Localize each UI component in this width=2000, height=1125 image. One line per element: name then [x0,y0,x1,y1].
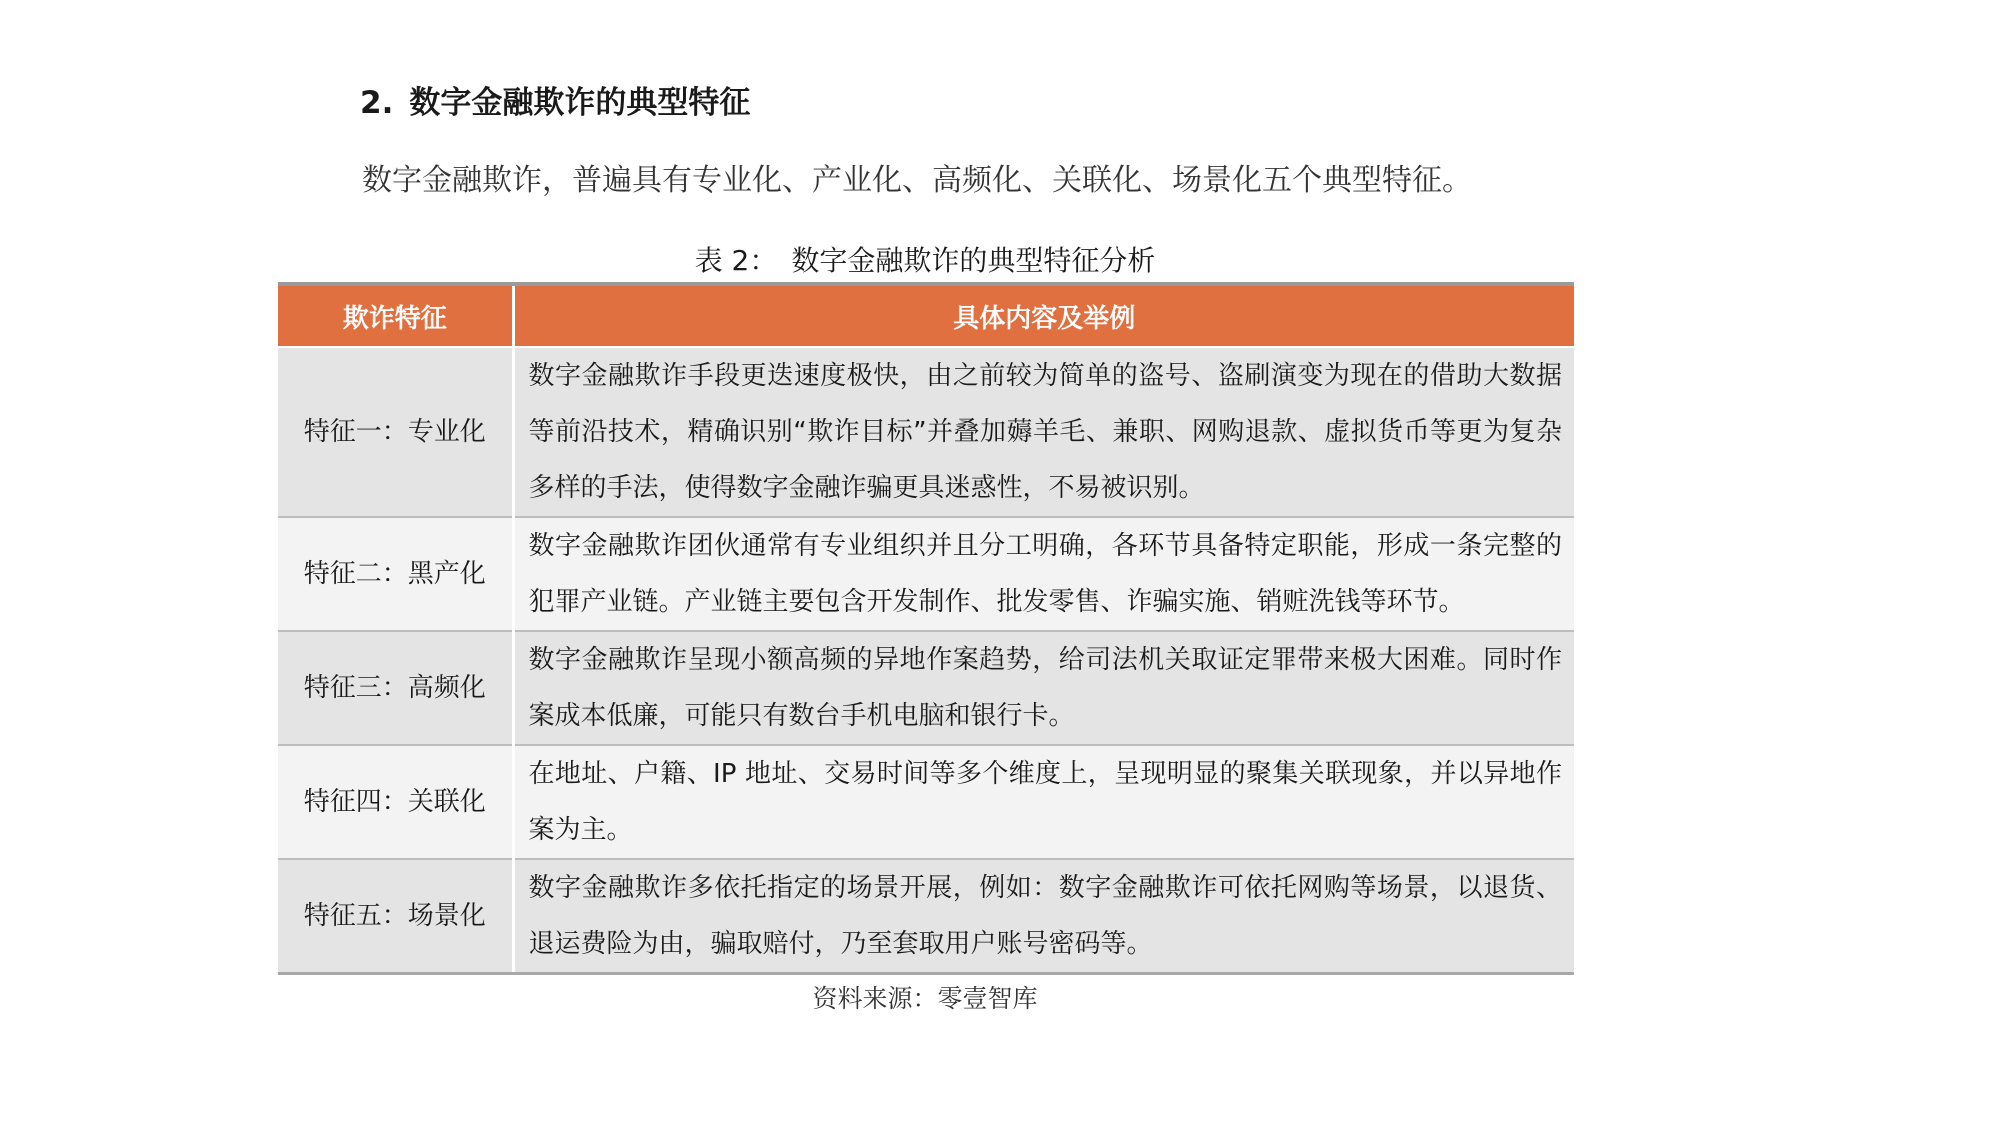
detail-cell: 在地址、户籍、IP 地址、交易时间等多个维度上，呈现明显的聚集关联现象，并以异地作案为主。 [513,745,1574,859]
intro-paragraph: 数字金融欺诈，普遍具有专业化、产业化、高频化、关联化、场景化五个典型特征。 [362,163,1472,198]
feature-cell: 特征二：黑产化 [278,517,513,631]
table-row [278,745,1574,859]
table-row [278,631,1574,745]
table-row [278,517,1574,631]
detail-cell: 数字金融欺诈团伙通常有专业组织并且分工明确，各环节具备特定职能，形成一条完整的犯罪产业链。产业链主要包含开发制作、批发零售、诈骗实施、销赃洗钱等环节。 [513,517,1574,631]
features-table [278,282,1574,975]
table-header-row [278,284,1574,347]
section-title: 数字金融欺诈的典型特征 [409,85,751,121]
header-detail: 具体内容及举例 [513,284,1574,347]
table-row [278,347,1574,517]
header-feature: 欺诈特征 [278,284,513,347]
feature-cell: 特征五：场景化 [278,859,513,974]
detail-cell: 数字金融欺诈多依托指定的场景开展，例如：数字金融欺诈可依托网购等场景，以退货、退运费险为由，骗取赔付，乃至套取用户账号密码等。 [513,859,1574,974]
section-heading [360,78,750,128]
detail-cell: 数字金融欺诈手段更迭速度极快，由之前较为简单的盗号、盗刷演变为现在的借助大数据等前沿技术，精确识别“欺诈目标”并叠加薅羊毛、兼职、网购退款、虚拟货币等更为复杂多样的手法，使得数字金融诈骗更具迷惑性，不易被识别。 [513,347,1574,517]
feature-cell: 特征一：专业化 [278,347,513,517]
table-caption [0,238,1850,284]
feature-cell: 特征三：高频化 [278,631,513,745]
detail-cell: 数字金融欺诈呈现小额高频的异地作案趋势，给司法机关取证定罪带来极大困难。同时作案成本低廉，可能只有数台手机电脑和银行卡。 [513,631,1574,745]
feature-cell: 特征四：关联化 [278,745,513,859]
section-number: 2. [360,85,394,121]
source-note: 资料来源：零壹智库 [812,984,1038,1013]
table-caption-label: 表 2： [694,244,778,277]
table-row [278,859,1574,974]
table-caption-title: 数字金融欺诈的典型特征分析 [791,244,1156,277]
